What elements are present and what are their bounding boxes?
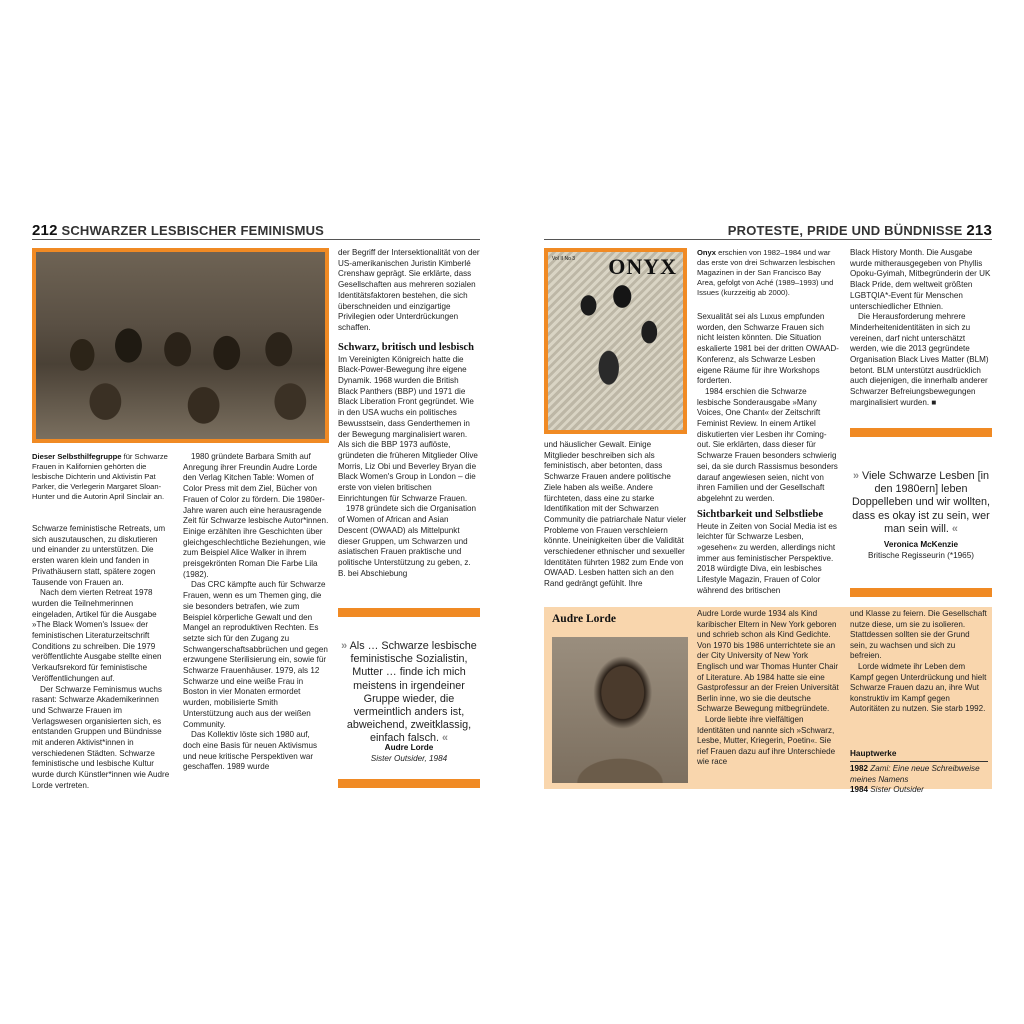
right-colC-p1: Black History Month. Die Ausgabe wurde mitherausgegeben von Phyllis Opoku-Gyimah, Mitbegründerin der UK Black Pride, dem weltweit größten LGBTQIA*-Event für Menschen unterschiedlicher Ethnien. [850, 248, 991, 311]
right-page-number: 213 [966, 222, 992, 239]
group-photo-frame [32, 248, 329, 443]
profile-hauptwerke-label: Hauptwerke [850, 749, 897, 758]
right-colB-p2: 1984 erschien die Schwarze lesbische Sonderausgabe »Many Voices, One Chant« der Zeitschrift Feminist Review. In einem Artikel diskutierten vier Lesben ihr Coming-out. Sie erklärten, dass dieser für Schwarze Frauen besonders schwierig sei, da sie durch Rassismus besonders darauf angewiesen seien, nicht von ihren Familien und der Gesellschaft abgelehnt zu werden. [697, 386, 838, 503]
left-col1-text [32, 524, 172, 796]
left-col3-top: der Begriff der Intersektionalität von der US-amerikanischen Juristin Kimberlé Crenshaw geprägt. Sie erklärte, dass Gesellschaften aus mehreren sozialen Identitätsfaktoren bestehen, die sich überschneiden und einzigartige Privilegien oder Unterdrückungen schaffen. [338, 248, 480, 332]
right-colB-subhead: Sichtbarkeit und Selbstliebe [697, 508, 824, 520]
left-col1-p2: Nach dem vierten Retreat 1978 wurden die Teilnehmerinnen eingeladen, Artikel für die Ausgabe »The Black Women's Issue« der feministischen Literaturzeitschrift Conditions zu schreiben. Die 1979 veröffentlichte Ausgabe stellte einen Verkaufsrekord für feministische Veröffentlichungen auf. [32, 588, 162, 683]
right-colC-text [850, 248, 992, 422]
left-col3-p1: Im Vereinigten Königreich hatte die Black-Power-Bewegung ihre eigene Dynamik. 1968 wurden die British Black Panthers (BBP) und 1971 die Black Liberation Front gegründet. Wie in den USA wuchs ein politisches Bewusstsein, dass Genderthemen in der Bewegung marginalisiert waren. Als sich die BBP 1973 auflöste, gründeten die früheren Mitglieder Olive Morris, Liz Obi und Beverley Bryan die Black Women's Group in London – die erste von vielen britischen Einrichtungen für Schwarze Frauen. [338, 354, 478, 503]
left-header-title: SCHWARZER LESBISCHER FEMINISMUS [61, 223, 325, 238]
right-quote-bottom-bar [850, 588, 992, 597]
onyx-magazine-issue: Vol II No 3 [552, 256, 576, 262]
photo-caption-rest: für Schwarze Frauen in Kalifornien gehörten die lesbische Dichterin und Aktivistin Pat Parker, die Verlegerin Margaret Sloan-Hunter und die Autorin April Sinclair an. [32, 452, 168, 501]
profile-col1-p2: Lorde liebte ihre vielfältigen Identitäten und nannte sich »Schwarz, Lesbe, Mutter, Kriegerin, Poetin«. Sie rief Frauen dazu auf ihre Unterschiede wie race [697, 714, 836, 767]
left-col3-text [338, 248, 480, 602]
profile-col2-p1: und Klasse zu feiern. Die Gesellschaft nutze diese, um sie zu isolieren. Stattdessen sollten sie der Grund sein, zu wachsen und sich zu befreien. [850, 609, 987, 661]
left-col2-p2: Das CRC kämpfte auch für Schwarze Frauen, wenn es um Themen ging, die sie besonders betrafen, wie zum Beispiel körperliche Gewalt und den Mangel an reproduktiven Rechten. Es setzte sich für den Zugang zu Schwangerschaftsabbrüchen und gegen erzwungene Sterilisierung ein, sowie für Schwarze Frauenhäuser. 1979, als 12 Schwarze und eine weiße Frau in Boston in vier Monaten ermordet wurden, mobilisierte Smith Unterstützung auch aus der weißen Community. [183, 580, 328, 729]
onyx-magazine-frame [544, 248, 687, 434]
left-quote-close: « [442, 732, 449, 745]
left-quote-bottom-bar [338, 779, 480, 788]
left-col2-p1: 1980 gründete Barbara Smith auf Anregung ihrer Freundin Audre Lorde den Verlag Kitchen Table: Women of Color Press mit dem Ziel, Bücher von Frauen of Color zu fördern. Die 1980er-Jahre waren auch eine herausragende Zeit für Schwarze lesbische Autor*innen. Einige erzählten ihre Geschichten über gleichgeschlechtliche Beziehungen, wie zum Beispiel Alice Walker in ihrem preisgekrönten Roman Die Farbe Lila (1982). [183, 452, 329, 579]
right-colA-p1: und häuslicher Gewalt. Einige Mitglieder beschreiben sich als feministisch, aber betonten, dass Schwarze Frauen andere politische Ziele haben als weiße. Andere fürchteten, dass eine zu starke Identifikation mit der Schwarzen Community die patriarchale Natur vieler Probleme von Frauen verschleiern könnte. Uneinigkeiten über die Validität verschiedener ethnischer und sexueller Identitäten führten 1982 zum Ende von OWAAD. Lesben hatten sich an den Rand gedrängt gefühlt. Ihre [544, 440, 687, 589]
left-quote-open: » [341, 640, 348, 652]
right-quote-author: Veronica McKenzie [883, 540, 959, 549]
left-page-number: 212 [32, 222, 58, 239]
profile-work-year: 1984 [850, 785, 869, 794]
right-quote-top-bar [850, 428, 992, 437]
right-quote-source: Britische Regisseurin (*1965) [867, 551, 975, 560]
profile-work-title: Sister Outsider [870, 785, 924, 794]
left-quote-text: Als … Schwarze lesbische feministische Sozialistin, Mutter … finde ich mich meistens in irgendeiner Gruppe wieder, die vermeintlich anders ist, abweichend, zweitklassig, einfach falsch. [346, 640, 477, 745]
right-colA-text [544, 440, 687, 600]
profile-work-year: 1982 [850, 764, 869, 773]
left-col3-p2: 1978 gründete sich die Organisation of Women of African and Asian Descent (OWAAD) als Mittelpunkt dieser Gruppen, um Schwarzen und asiatischen Frauen praktische und politische Unterstützung zu geben, z. B. bei Abschiebung [338, 504, 477, 578]
left-col2-text [183, 452, 329, 796]
right-quote-close: « [951, 522, 958, 535]
right-colB-p3: Heute in Zeiten von Social Media ist es leichter für Schwarze Lesben, »gesehen« zu werden, allerdings nicht immer aus feministischer Perspektive. 2018 würdigte Diva, ein lesbisches Lifestyle Magazin, Frauen of Color während des britischen [697, 521, 837, 595]
right-quote [850, 470, 992, 536]
profile-title: Audre Lorde [552, 613, 616, 625]
left-quote [338, 640, 480, 746]
right-header-rule [544, 239, 992, 240]
magazine-caption-bold: Onyx [697, 248, 716, 257]
profile-hauptwerke-rule [850, 761, 988, 762]
right-quote-open: » [852, 470, 859, 482]
profile-work-item [850, 764, 988, 785]
profile-works [850, 764, 988, 796]
magazine-caption-rest: erschien von 1982–1984 und war das erste von drei Schwarzen lesbischen Magazinen in der San Francisco Bay Area, gefolgt von Aché (1989–1993) und Issues (kurzzeitig ab 2000). [697, 248, 836, 297]
right-colC-p2: Die Herausforderung mehrere Minderheitenidentitäten in sich zu vereinen, darf nicht unterschätzt werden, wie die 2013 gegründete Organisation Black Lives Matter (BLM) betont. BLM unterstützt ausdrücklich auch diejenigen, die innerhalb anderer Schwarzer Befreiungsbewegungen marginalisiert wurden. ■ [850, 312, 989, 407]
magazine-caption [697, 248, 837, 298]
profile-col1-p1: Audre Lorde wurde 1934 als Kind karibischer Eltern in New York geboren und schrieb schon als Kind Gedichte. Von 1970 bis 1986 unterrichtete sie an der City University of New York Englisch und war Thomas Hunter Chair of Literature. Ab 1984 hatte sie eine Gastprofessur an der Freien Universität Berlin inne, wo sie die deutsche Schwarze Bewegung mitbegründete. [697, 609, 839, 714]
left-header-rule [32, 239, 480, 240]
right-header-title: PROTESTE, PRIDE UND BÜNDNISSE [727, 223, 963, 238]
onyx-magazine-title: ONYX [608, 254, 677, 279]
profile-box [544, 607, 992, 794]
profile-work-item [850, 785, 988, 796]
profile-col2-p2: Lorde widmete ihr Leben dem Kampf gegen Unterdrückung und hielt Schwarze Frauen dazu an, ihre Wut konstruktiv im Kampf gegen Autoritäten zu nutzen. Sie starb 1992. [850, 661, 987, 714]
photo-caption-bold: Dieser Selbsthilfegruppe [32, 452, 122, 461]
left-quote-source: Sister Outsider, 1984 [370, 754, 448, 763]
profile-portrait [552, 637, 688, 783]
left-quote-author: Audre Lorde [384, 743, 434, 752]
left-col1-p1: Schwarze feministische Retreats, um sich auszutauschen, zu diskutieren und einander zu unterstützen. Die ersten waren klein und fanden in Privathäusern statt, spätere zogen Tausende von Frauen an. [32, 524, 166, 587]
onyx-magazine-cover [548, 252, 683, 430]
profile-col1 [697, 609, 839, 787]
right-colB-p1: Sexualität sei als Luxus empfunden worden, den Schwarze Frauen sich nicht leisten könnten. Die Situation eskalierte 1981 bei der dritten OWAAD-Konferenz, als Schwarze Lesben eigene Räume für ihre Workshops forderten. [697, 312, 839, 386]
photo-caption [32, 452, 172, 502]
left-quote-top-bar [338, 608, 480, 617]
right-colB-text [697, 312, 839, 602]
right-page-header [728, 222, 992, 239]
profile-work-title: Zami: Eine neue Schreibweise meines Namens [850, 764, 980, 784]
left-col3-subhead: Schwarz, britisch und lesbisch [338, 341, 474, 353]
profile-col2 [850, 609, 988, 717]
left-page-header [32, 222, 324, 239]
left-col2-p3: Das Kollektiv löste sich 1980 auf, doch eine Basis für neuen Aktivismus und neue kritische Perspektiven war geschaffen. 1989 wurde [183, 730, 318, 772]
group-photo [36, 252, 325, 439]
left-col1-p3: Der Schwarze Feminismus wuchs rasant: Schwarze Akademikerinnen und Schwarze Frauen im Verlagswesen organisierten sich, es entstanden Gruppen und Bündnisse mit anderen Aktivist*innen in verschiedenen Städten. Schwarze feministische und lesbische Kultur wurde durch Künstler*innen wie Audre Lorde vertreten. [32, 684, 170, 790]
right-quote-text: Viele Schwarze Lesben [in den 1980ern] leben Doppelleben und wir wollten, dass es okay ist zu sein, wer man sein will. [851, 470, 991, 535]
